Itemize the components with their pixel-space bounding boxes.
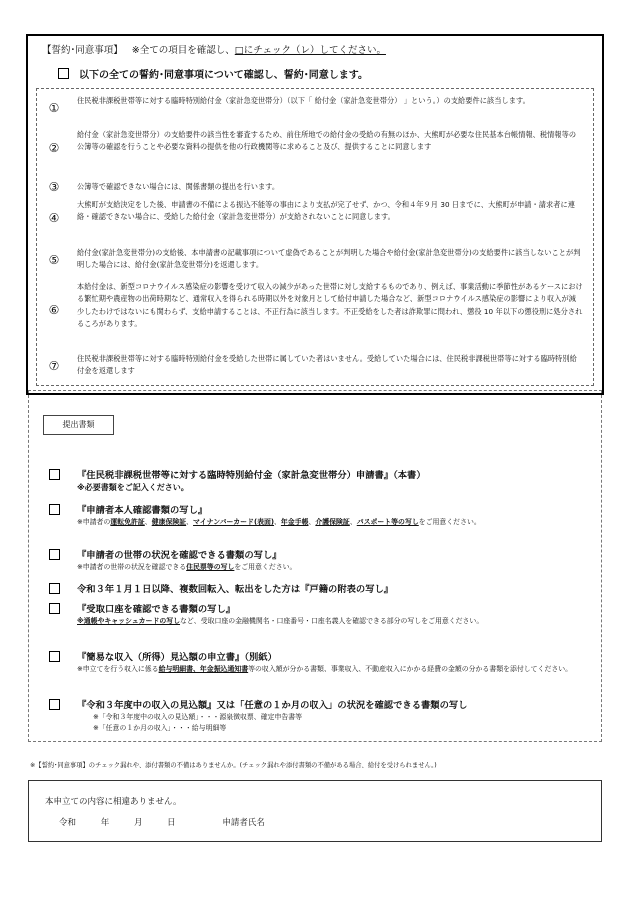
pledge-section <box>26 34 604 395</box>
item-number: ② <box>48 141 60 155</box>
item-text: 大熊町が支給決定をした後、申請書の不備による振込不能等の事由により支払が完了せず、かつ、令和４年９月 30 日までに、大熊町が申請・請求者に連絡・確認できない場合に、受給した給付金（家計急変世帯分）が支給されないことに同意します。 <box>77 200 575 222</box>
item-number: ③ <box>48 180 60 194</box>
day-label: 日 <box>167 818 176 828</box>
item-text: 本給付金は、新型コロナウイルス感染症の影響を受けて収入の減少があった世帯に対し支給するものであり、例えば、事業活動に季節性があるケースにおける繁忙期や農産物の出荷時期など、通常収入を得られる時期以外を対象月として給付申請した場合など、新型コロナウイルス感染症の影響により収入が減少したわけではないにも関わらず、支給申請することは、不正行為に該当します。不正受給をした者は詐欺罪に問われ、懲役 10 年以下の懲役刑に処分されるころがあります。 <box>77 282 583 328</box>
doc-title: 『令和３年度中の収入の見込額』又は「任意の１か月の収入」の状況を確認できる書類の写し <box>77 700 468 711</box>
agree-all-label: 以下の全ての誓約･同意事項について確認し、誓約･同意します。 <box>79 70 368 81</box>
doc-checkbox[interactable] <box>49 583 60 594</box>
submission-section <box>28 390 602 742</box>
doc-note: ※申請者の世帯の状況を確認できる住民票等の写しをご用意ください。 <box>77 563 297 571</box>
pledge-header-note: ※全ての項目を確認し、 <box>131 45 235 56</box>
applicant-name-label: 申請者氏名 <box>222 818 265 828</box>
doc-title: 『住民税非課税世帯等に対する臨時特別給付金（家計急変世帯分）申請書』（本書） <box>77 470 426 481</box>
doc-checkbox[interactable] <box>49 504 60 515</box>
pledge-items-box <box>36 88 594 386</box>
item-number: ⑤ <box>48 253 60 267</box>
submission-label: 提出書類 <box>43 415 114 435</box>
doc-checkbox[interactable] <box>49 549 60 560</box>
doc-checkbox[interactable] <box>49 651 60 662</box>
agree-all-checkbox[interactable] <box>58 68 69 79</box>
item-number: ⑦ <box>48 359 60 373</box>
doc-title: 『受取口座を確認できる書類の写し』 <box>77 604 236 615</box>
item-number: ⑥ <box>48 303 60 317</box>
doc-note: ※通帳やキャッシュカードの写しなど、受取口座の金融機関名・口座番号・口座名義人を確認できる部分の写しをご用意ください。 <box>77 617 484 625</box>
doc-note: ※申請者の運転免許証、健康保険証、マイナンバーカード(表面)、年金手帳、介護保険証、パスポート等の写しをご用意ください。 <box>77 518 481 526</box>
era-label: 令和 <box>59 818 77 828</box>
item-text: 住民税非課税世帯等に対する臨時特別給付金を受給した世帯に属していた者はいません。受給していた場合には、住民税非課税世帯等に対する臨時特別給付金を返還します <box>77 354 577 376</box>
doc-checkbox[interactable] <box>49 699 60 710</box>
doc-note: ※申立てを行う収入に係る給与明細書、年金振込通知書等の収入額が分かる書類、事業収入、不動産収入にかかる経費の金額の分かる書類を添付してください。 <box>77 665 573 673</box>
doc-note: ※「任意の１か月の収入」・・・給与明細等 <box>93 724 227 732</box>
doc-title: 令和３年１月１日以降、複数回転入、転出をした方は『戸籍の附表の写し』 <box>77 584 394 595</box>
checklist-warning: ※【誓約･同意事項】のチェック漏れや、添付書類の不備はありませんか。(チェック漏れや添付書類の不備がある場合、給付を受けられません。) <box>30 762 437 769</box>
pledge-header-note-underlined: □にチェック（レ）してください。 <box>234 45 386 56</box>
pledge-header-bracket: 【誓約･同意事項】 <box>42 45 123 56</box>
declaration-text: 本申立ての内容に相違ありません。 <box>45 797 182 807</box>
declaration-section <box>28 780 602 842</box>
item-text: 公簿等で確認できない場合には、関係書類の提出を行います。 <box>77 182 280 191</box>
doc-checkbox[interactable] <box>49 603 60 614</box>
pledge-header <box>42 42 386 56</box>
doc-title: 『簡易な収入（所得）見込額の申立書』（別紙） <box>77 652 277 663</box>
doc-checkbox[interactable] <box>49 469 60 480</box>
doc-note: ※「令和３年度中の収入の見込額」・・・源泉徴収票、確定申告書等 <box>93 713 303 721</box>
item-text: 住民税非課税世帯等に対する臨時特別給付金（家計急変世帯分）（以下「 給付金（家計急変世帯分） 」という。）の支給要件に該当します。 <box>77 96 530 105</box>
item-text: 給付金(家計急変世帯分)の支給後、本申請書の記載事項について虚偽であることが判明した場合や給付金(家計急変世帯分)の支給要件に該当しないことが判明した場合には、給付金(家計急変世帯分)を返還します。 <box>77 248 581 270</box>
item-text: 給付金（家計急変世帯分）の支給要件の該当性を審査するため、前住所地での給付金の受給の有無のほか、大熊町が必要な住民基本台帳情報、税情報等の公簿等の確認を行うことや必要な資料の提供を他の行政機関等に求めること及び、提供することに同意します <box>77 130 577 152</box>
item-number: ① <box>48 101 60 115</box>
doc-note: ※必要書類をご記入ください。 <box>77 483 189 492</box>
year-label: 年 <box>100 818 110 828</box>
doc-title: 『申請者の世帯の状況を確認できる書類の写し』 <box>77 550 282 561</box>
date-signature-row <box>59 816 287 828</box>
month-label: 月 <box>133 818 143 828</box>
item-number: ④ <box>48 211 60 225</box>
agree-all-row[interactable] <box>58 66 368 81</box>
doc-title: 『申請者本人確認書類の写し』 <box>77 505 208 516</box>
